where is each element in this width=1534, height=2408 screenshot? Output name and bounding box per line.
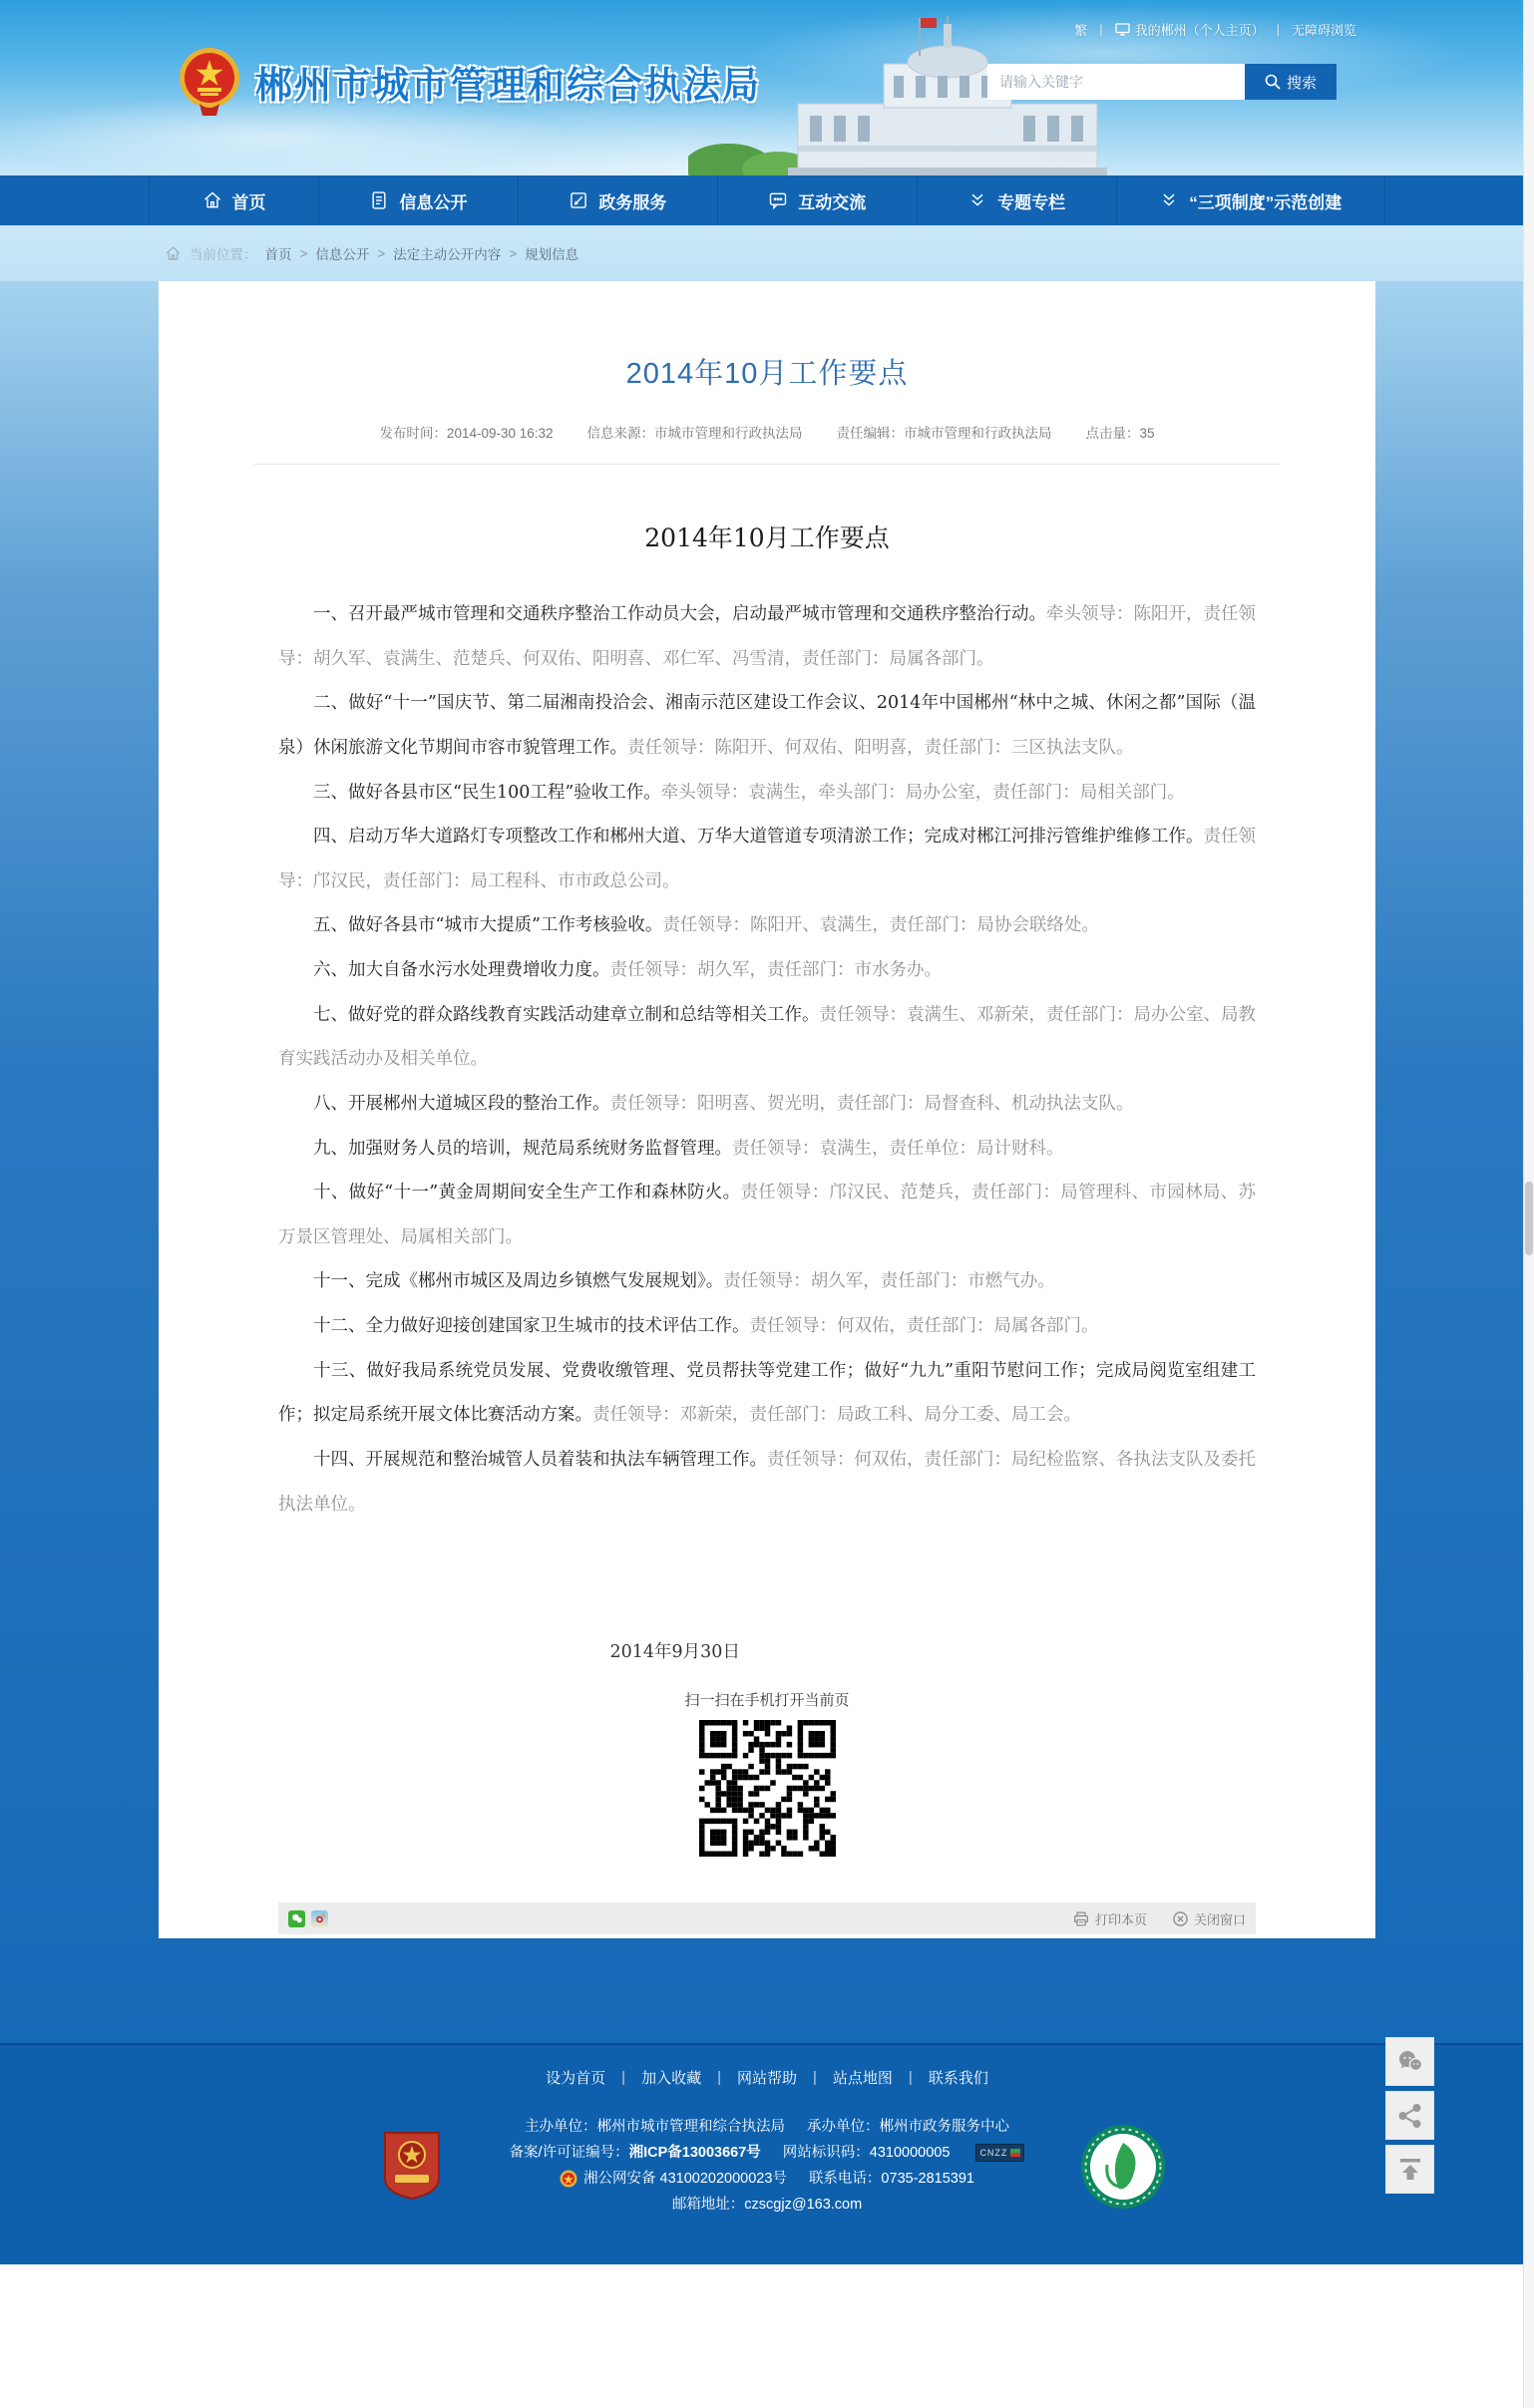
- monitor-icon: [1115, 23, 1130, 36]
- site-title: 郴州市城市管理和综合执法局: [255, 65, 761, 106]
- page-background: [0, 281, 1534, 2043]
- site-banner: [0, 0, 1534, 175]
- nav-item-home[interactable]: 首页: [149, 175, 319, 225]
- article-body-title: 2014年10月工作要点: [644, 523, 890, 552]
- wechat-float-button[interactable]: [1385, 2037, 1434, 2086]
- breadcrumb-separator: >: [509, 245, 518, 261]
- footer-link-set-home[interactable]: 设为首页: [546, 2070, 606, 2088]
- article-paragraph: 二、做好“十一”国庆节、第二届湘南投洽会、湘南示范区建设工作会议、2014年中国郴州“林中之城、休闲之都”国际（温泉）休闲旅游文化节期间市容市貌管理工作。责任领导：陈阳开、何双佑、阳明喜，责任部门：三区执法支队。: [278, 693, 1256, 758]
- breadcrumb: [165, 243, 578, 263]
- topbar: [1074, 20, 1356, 39]
- article-paragraph: 十三、做好我局系统党员发展、党费收缴管理、党员帮扶等党建工作；做好“九九”重阳节慰问工作；完成局阅览室组建工作；拟定局系统开展文体比赛活动方案。责任领导：邓新荣，责任部门：局政工科、局分工委、局工会。: [278, 1360, 1256, 1426]
- info-source: 信息来源：市城市管理和行政执法局: [586, 426, 803, 441]
- breadcrumb-home[interactable]: 首页: [264, 247, 292, 262]
- search-box: [987, 64, 1337, 100]
- wechat-share-icon[interactable]: [288, 1910, 305, 1927]
- qr-caption: 扫一扫在手机打开当前页: [684, 1692, 850, 1710]
- breadcrumb-current: 规划信息: [525, 247, 579, 262]
- nav-item-gov-services[interactable]: 政务服务: [519, 175, 718, 225]
- footer-phone: 联系电话：0735-2815391: [808, 2171, 974, 2188]
- footer-link-favorites[interactable]: 加入收藏: [641, 2070, 702, 2088]
- share-float-button[interactable]: [1385, 2091, 1434, 2140]
- weibo-share-icon[interactable]: [311, 1910, 328, 1927]
- article-date: 2014年9月30日: [609, 1642, 740, 1663]
- home-icon: [202, 190, 222, 210]
- footer-link-help[interactable]: 网站帮助: [736, 2070, 797, 2088]
- hit-count: 点击量：35: [1085, 426, 1155, 441]
- close-icon: [1173, 1911, 1188, 1926]
- arrow-up-icon: [1397, 2157, 1423, 2183]
- printer-icon: [1073, 1911, 1089, 1926]
- search-icon: [1265, 74, 1281, 90]
- police-badge-icon: [560, 2170, 577, 2188]
- party-government-badge: [381, 2129, 443, 2203]
- topbar-divider: |: [1099, 22, 1103, 37]
- footer-links: 设为首页 | 加入收藏 | 网站帮助 | 站点地图 | 联系我们: [546, 2069, 988, 2088]
- footer-organizer: 承办单位：郴州市政务服务中心: [807, 2119, 1009, 2136]
- article-paragraphs: [278, 592, 1256, 1527]
- double-chevron-icon: [967, 190, 987, 210]
- home-outline-icon: [165, 245, 182, 262]
- footer-link-sitemap[interactable]: 站点地图: [832, 2070, 893, 2088]
- footer-info: [0, 2114, 1534, 2218]
- article-paragraph: 九、加强财务人员的培训，规范局系统财务监督管理。责任领导：袁满生，责任单位：局计财科。: [313, 1138, 1064, 1159]
- accessibility-link[interactable]: 无障碍浏览: [1291, 23, 1356, 38]
- floating-toolbar: [1385, 2037, 1434, 2194]
- print-page-button[interactable]: 打印本页: [1073, 1909, 1147, 1928]
- footer-email: 邮箱地址：czscgjz@163.com: [671, 2197, 863, 2214]
- scrollbar-track[interactable]: [1523, 0, 1534, 2408]
- breadcrumb-separator: >: [299, 245, 308, 261]
- article-paragraph: 六、加大自备水污水处理费增收力度。责任领导：胡久军，责任部门：市水务办。: [313, 960, 942, 980]
- footer-host: 主办单位：郴州市城市管理和综合执法局: [525, 2119, 785, 2136]
- nav-item-special-columns[interactable]: 专题专栏: [918, 175, 1117, 225]
- double-chevron-icon: [1159, 190, 1179, 210]
- chat-icon: [768, 190, 788, 210]
- footer-police-link[interactable]: 湘公网安备 43100202000023号: [583, 2171, 787, 2188]
- pen-icon: [569, 190, 588, 210]
- topbar-divider: |: [1276, 22, 1280, 37]
- breadcrumb-statutory[interactable]: 法定主动公开内容: [393, 247, 502, 262]
- article-paragraph: 七、做好党的群众路线教育实践活动建章立制和总结等相关工作。责任领导：袁满生、邓新荣，责任部门：局办公室、局教育实践活动办及相关单位。: [278, 1004, 1256, 1070]
- breadcrumb-strip: [0, 225, 1534, 281]
- scrollbar-thumb[interactable]: [1525, 1182, 1533, 1255]
- nav-item-info-disclosure[interactable]: 信息公开: [319, 175, 519, 225]
- share-nodes-icon: [1397, 2103, 1423, 2129]
- breadcrumb-label: 当前位置：: [190, 247, 257, 262]
- footer-icp-label: 备案/许可证编号：: [509, 2145, 629, 2162]
- nav-item-interaction[interactable]: 互动交流: [718, 175, 918, 225]
- breadcrumb-info[interactable]: 信息公开: [315, 247, 370, 262]
- article-paragraph: 一、召开最严城市管理和交通秩序整治工作动员大会，启动最严城市管理和交通秩序整治行动。牵头领导：陈阳开，责任领导：胡久军、袁满生、范楚兵、何双佑、阳明喜、邓仁军、冯雪清，责任部门：局属各部门。: [278, 604, 1256, 669]
- article-paragraph: 五、做好各县市“城市大提质”工作考核验收。责任领导：陈阳开、袁满生，责任部门：局协会联络处。: [313, 915, 1099, 936]
- footer-icp-link[interactable]: 湘ICP备13003667号: [628, 2145, 761, 2162]
- footer-site-code: 网站标识码：4310000005: [782, 2145, 951, 2162]
- publish-time: 发布时间：2014-09-30 16:32: [379, 426, 554, 441]
- main-nav: [0, 175, 1534, 225]
- qr-code: [699, 1720, 836, 1857]
- search-input[interactable]: [987, 64, 1245, 100]
- article-paragraph: 十、做好“十一”黄金周期间安全生产工作和森林防火。责任领导：邝汉民、范楚兵，责任部门：局管理科、市园林局、苏万景区管理处、局属相关部门。: [278, 1183, 1256, 1247]
- search-button[interactable]: 搜索: [1245, 64, 1337, 100]
- footer-link-contact[interactable]: 联系我们: [928, 2070, 988, 2088]
- back-to-top-button[interactable]: [1385, 2145, 1434, 2194]
- national-emblem-logo: [178, 46, 241, 118]
- article-paragraph: 十二、全力做好迎接创建国家卫生城市的技术评估工作。责任领导：何双佑，责任部门：局属各部门。: [313, 1316, 1099, 1336]
- lang-traditional-link[interactable]: 繁: [1074, 23, 1088, 38]
- close-window-button[interactable]: 关闭窗口: [1173, 1909, 1246, 1928]
- document-icon: [369, 190, 389, 210]
- article-paragraph: 八、开展郴州大道城区段的整治工作。责任领导：阳明喜、贺光明，责任部门：局督查科、机动执法支队。: [313, 1093, 1134, 1114]
- article-paragraph: 十一、完成《郴州市城区及周边乡镇燃气发展规划》。责任领导：胡久军，责任部门：市燃气办。: [313, 1271, 1055, 1292]
- my-city-link[interactable]: 我的郴州（个人主页）: [1115, 20, 1265, 39]
- civilized-website-badge: [1079, 2123, 1167, 2211]
- site-stats-badge[interactable]: CNZZ: [975, 2144, 1024, 2162]
- content-card: [159, 281, 1375, 1938]
- article-meta: [253, 422, 1281, 465]
- wechat-icon: [1396, 2050, 1424, 2074]
- editor: 责任编辑：市城市管理和行政执法局: [836, 426, 1052, 441]
- page-footer: [0, 2043, 1534, 2264]
- article-paragraph: 三、做好各县市区“民生100工程”验收工作。牵头领导：袁满生，牵头部门：局办公室，责任部门：局相关部门。: [313, 782, 1185, 803]
- article-title: 2014年10月工作要点: [625, 358, 909, 390]
- article-paragraph: 十四、开展规范和整治城管人员着装和执法车辆管理工作。责任领导：何双佑，责任部门：局纪检监察、各执法支队及委托执法单位。: [278, 1449, 1256, 1515]
- breadcrumb-separator: >: [377, 245, 386, 261]
- nav-item-three-systems[interactable]: “三项制度”示范创建: [1117, 175, 1385, 225]
- article-paragraph: 四、启动万华大道路灯专项整改工作和郴州大道、万华大道管道专项清淤工作；完成对郴江河排污管维护维修工作。责任领导：邝汉民，责任部门：局工程科、市市政总公司。: [278, 827, 1256, 891]
- article-action-bar: [278, 1902, 1256, 1934]
